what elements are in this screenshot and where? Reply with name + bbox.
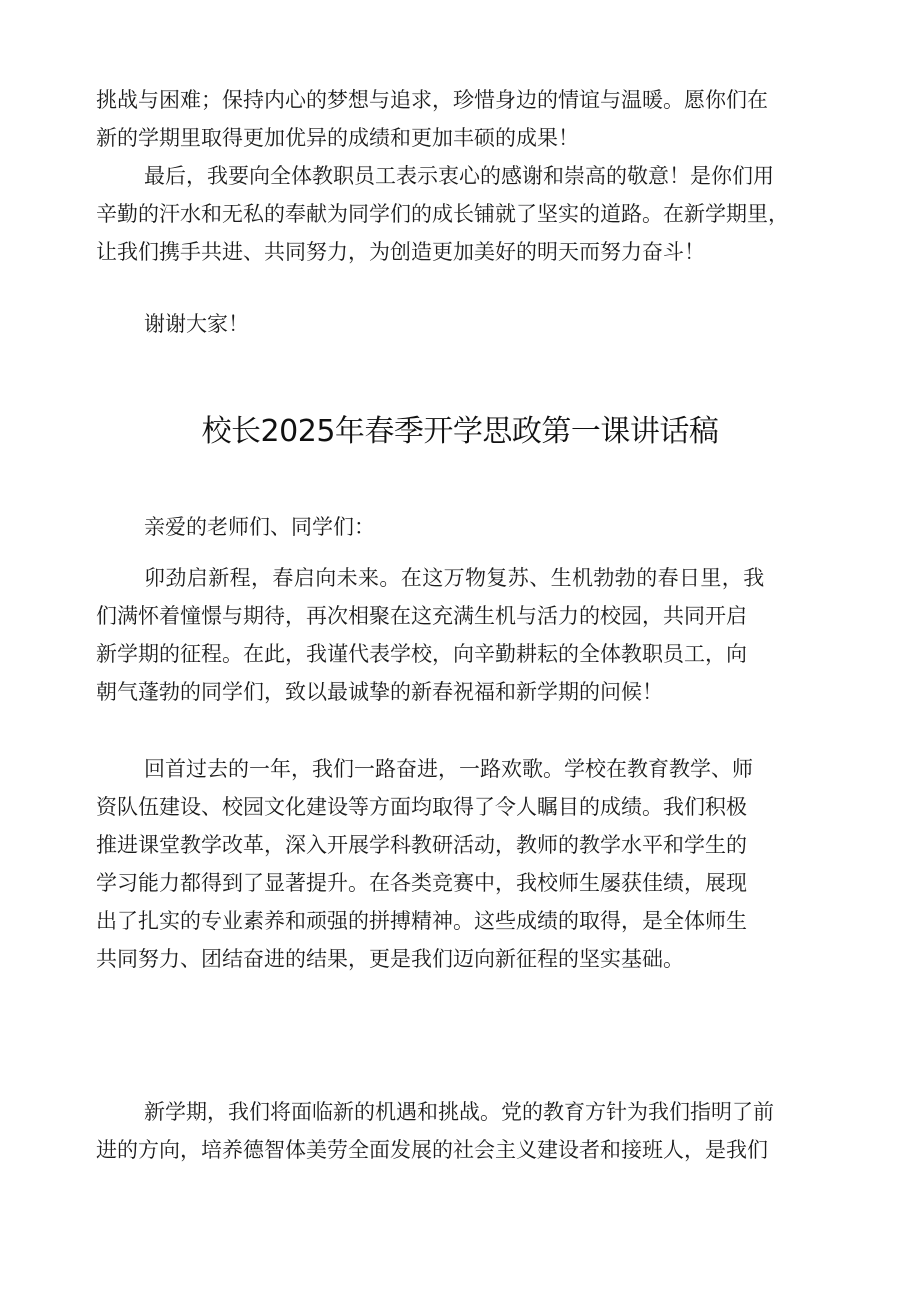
text-line: 让我们携手共进、共同努力，为创造更加美好的明天而努力奋斗！ (96, 240, 705, 264)
text-line: 推进课堂教学改革，深入开展学科教研活动，教师的教学水平和学生的 (96, 833, 747, 857)
text-line: 资队伍建设、校园文化建设等方面均取得了令人瞩目的成绩。我们积极 (96, 795, 747, 819)
text-line: 学习能力都得到了显著提升。在各类竞赛中，我校师生屡获佳绩，展现 (96, 871, 747, 895)
text-line: 共同努力、团结奋进的结果，更是我们迈向新征程的坚实基础。 (96, 947, 684, 971)
text-line: 谢谢大家！ (144, 312, 249, 336)
text-line: 新学期，我们将面临新的机遇和挑战。党的教育方针为我们指明了前 (144, 1100, 774, 1124)
text-line: 最后，我要向全体教职员工表示衷心的感谢和崇高的敬意！是你们用 (144, 164, 774, 188)
text-line: 新的学期里取得更加优异的成绩和更加丰硕的成果！ (96, 126, 579, 150)
text-line: 亲爱的老师们、同学们： (144, 515, 375, 539)
text-line: 进的方向，培养德智体美劳全面发展的社会主义建设者和接班人，是我们 (96, 1138, 768, 1162)
paragraph-3 (96, 305, 836, 343)
text-line: 新学期的征程。在此，我谨代表学校，向辛勤耕耘的全体教职员工，向 (96, 642, 747, 666)
paragraph-1 (96, 81, 836, 157)
paragraph-opening (96, 559, 836, 711)
text-line: 们满怀着憧憬与期待，再次相聚在这充满生机与活力的校园，共同开启 (96, 604, 747, 628)
paragraph-review (96, 750, 836, 978)
text-line: 朝气蓬勃的同学们，致以最诚挚的新春祝福和新学期的问候！ (96, 680, 663, 704)
text-line: 出了扎实的专业素养和顽强的拼搏精神。这些成绩的取得，是全体师生 (96, 909, 747, 933)
paragraph-new-term (96, 1093, 836, 1169)
speech-title: 校长2025年春季开学思政第一课讲话稿 (201, 414, 719, 449)
text-line: 回首过去的一年，我们一路奋进，一路欢歌。学校在教育教学、师 (144, 757, 753, 781)
text-line: 卯劲启新程，春启向未来。在这万物复苏、生机勃勃的春日里，我 (144, 566, 765, 590)
salutation (96, 508, 836, 546)
text-line: 辛勤的汗水和无私的奉献为同学们的成长铺就了坚实的道路。在新学期里， (96, 202, 789, 226)
text-line: 挑战与困难；保持内心的梦想与追求，珍惜身边的情谊与温暖。愿你们在 (96, 88, 768, 112)
paragraph-2 (96, 157, 836, 271)
